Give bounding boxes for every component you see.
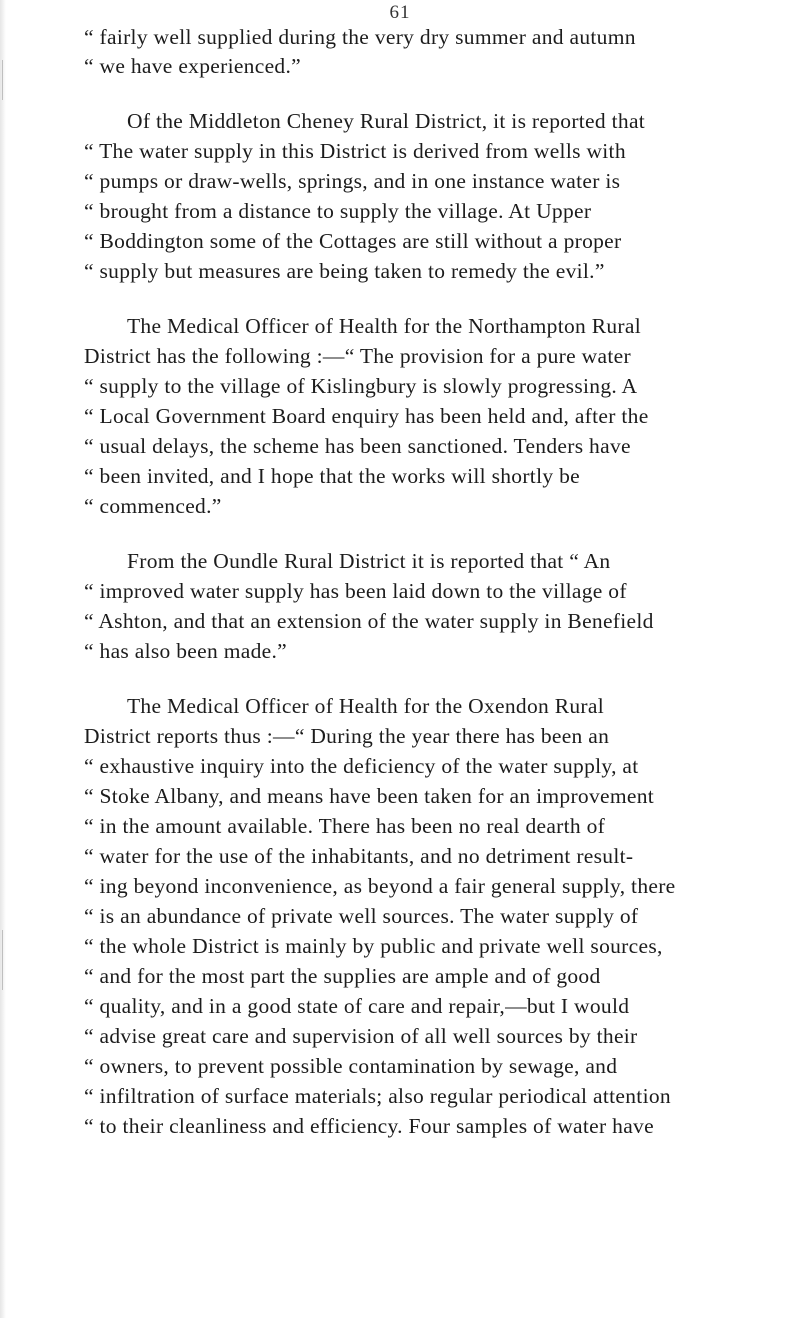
text-line: “ supply but measures are being taken to remedy the evil.” <box>84 259 605 283</box>
text-line: “ water for the use of the inhabitants, and no detriment result- <box>84 844 634 868</box>
text-line: “ improved water supply has been laid down to the village of <box>84 579 627 603</box>
text-line: “ usual delays, the scheme has been sanctioned. Tenders have <box>84 434 631 458</box>
text-line: “ owners, to prevent possible contamination by sewage, and <box>84 1054 618 1078</box>
text-line: “ ing beyond inconvenience, as beyond a fair general supply, there <box>84 874 676 898</box>
text-line: “ advise great care and supervision of all well sources by their <box>84 1024 638 1048</box>
text-line: “ the whole District is mainly by public and private well sources, <box>84 934 663 958</box>
text-line: From the Oundle Rural District it is reported that “ An <box>127 549 611 573</box>
page-edge-mark <box>2 930 3 990</box>
text-line: “ exhaustive inquiry into the deficiency of the water supply, at <box>84 754 639 778</box>
text-line: “ to their cleanliness and efficiency. Four samples of water have <box>84 1114 654 1138</box>
text-line: “ we have experienced.” <box>84 54 301 78</box>
text-line: Of the Middleton Cheney Rural District, it is reported that <box>127 109 646 133</box>
text-line: “ has also been made.” <box>84 639 287 663</box>
text-line: “ and for the most part the supplies are ample and of good <box>84 964 601 988</box>
text-line: The Medical Officer of Health for the Northampton Rural <box>127 314 642 338</box>
text-line: “ infiltration of surface materials; also regular periodical attention <box>84 1084 671 1108</box>
text-line: “ been invited, and I hope that the works will shortly be <box>84 464 580 488</box>
text-line: “ The water supply in this District is derived from wells with <box>84 139 626 163</box>
text-line: “ fairly well supplied during the very dry summer and autumn <box>84 25 636 49</box>
page-edge-shadow <box>0 0 6 1318</box>
text-line: “ pumps or draw-wells, springs, and in one instance water is <box>84 169 621 193</box>
text-line: “ Ashton, and that an extension of the water supply in Benefield <box>84 609 654 633</box>
text-line: “ in the amount available. There has been no real dearth of <box>84 814 606 838</box>
text-line: “ Stoke Albany, and means have been taken for an improvement <box>84 784 655 808</box>
page-number: 61 <box>389 2 411 23</box>
text-line: “ quality, and in a good state of care and repair,—but I would <box>84 994 630 1018</box>
text-line: “ commenced.” <box>84 494 222 518</box>
text-line: “ Local Government Board enquiry has been held and, after the <box>84 404 649 428</box>
text-line: “ supply to the village of Kislingbury is slowly progressing. A <box>84 374 638 398</box>
text-line: “ brought from a distance to supply the village. At Upper <box>84 199 592 223</box>
text-line: The Medical Officer of Health for the Oxendon Rural <box>127 694 604 718</box>
text-line: “ is an abundance of private well sources. The water supply of <box>84 904 639 928</box>
text-line: District reports thus :—“ During the year there has been an <box>84 724 610 748</box>
page-edge-mark <box>2 60 3 100</box>
text-line: District has the following :—“ The provision for a pure water <box>84 344 631 368</box>
text-line: “ Boddington some of the Cottages are still without a proper <box>84 229 622 253</box>
